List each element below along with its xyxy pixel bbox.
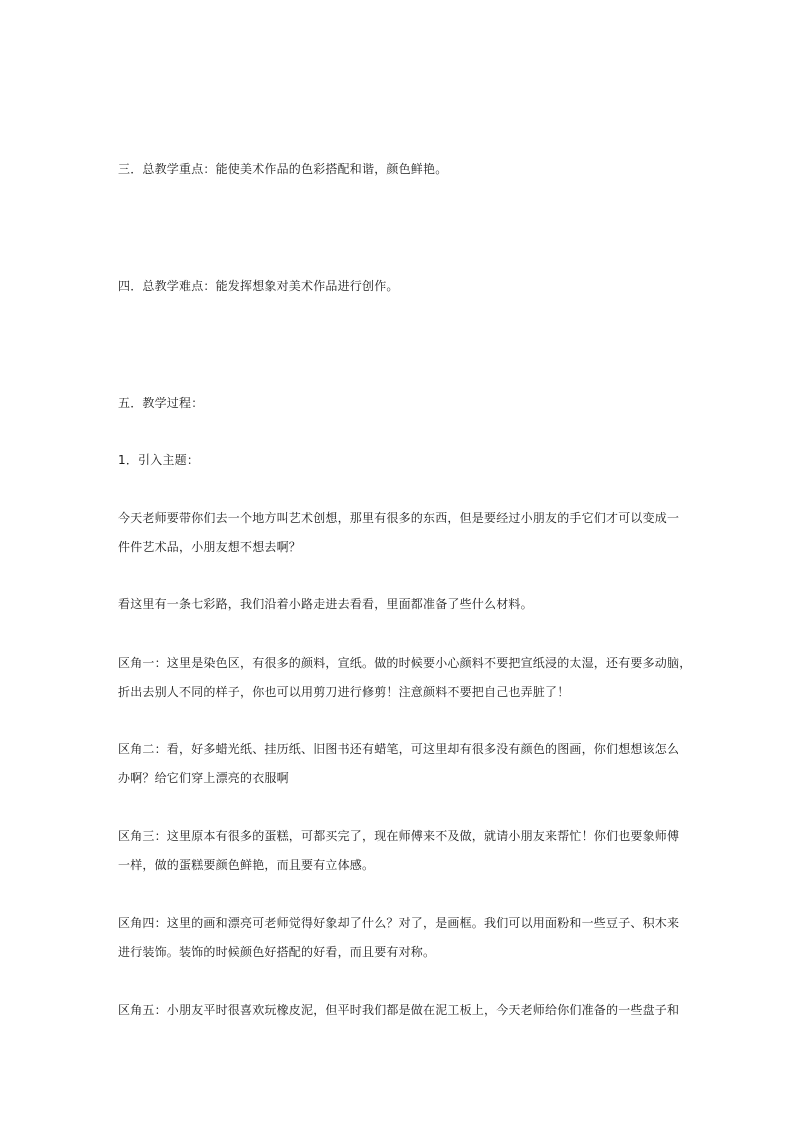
teaching-key-points: 三．总教学重点：能使美术作品的色彩搭配和谐，颜色鲜艳。 xyxy=(118,162,448,176)
road-line-1: 看这里有一条七彩路，我们沿着小路走进去看看，里面都准备了些什么材料。 xyxy=(118,597,533,611)
zone4-paragraph xyxy=(118,909,678,967)
zone4-line-1: 区角四：这里的画和漂亮可老师觉得好象却了什么？对了，是画框。我们可以用面粉和一些豆子、积木来 xyxy=(118,916,680,930)
intro-topic-heading: 1．引入主题： xyxy=(118,453,200,467)
road-paragraph xyxy=(118,590,678,619)
zone4-line-2: 进行装饰。装饰的时候颜色好搭配的好看，而且要有对称。 xyxy=(118,945,436,959)
zone1-line-2: 折出去别人不同的样子，你也可以用剪刀进行修剪！注意颜料不要把自己也弄脏了！ xyxy=(118,685,570,699)
zone1-line-1: 区角一：这里是染色区，有很多的颜料，宣纸。做的时候要小心颜料不要把宣纸浸的太湿，还有要多动脑， xyxy=(118,656,692,670)
intro-paragraph xyxy=(118,504,678,562)
zone3-paragraph xyxy=(118,822,678,880)
zone3-line-2: 一样，做的蛋糕要颜色鲜艳，而且要有立体感。 xyxy=(118,858,375,872)
zone5-line-1: 区角五：小朋友平时很喜欢玩橡皮泥，但平时我们都是做在泥工板上，今天老师给你们准备的一些盘子和 xyxy=(118,1003,680,1017)
teaching-process-heading: 五．教学过程： xyxy=(118,396,204,410)
teaching-difficulties: 四．总教学难点：能发挥想象对美术作品进行创作。 xyxy=(118,279,399,293)
zone2-line-1: 区角二：看，好多蜡光纸、挂历纸、旧图书还有蜡笔，可这里却有很多没有颜色的图画，你们想想该怎么 xyxy=(118,742,680,756)
zone3-line-1: 区角三：这里原本有很多的蛋糕，可都买完了，现在师傅来不及做，就请小朋友来帮忙！你们也要象师傅 xyxy=(118,829,680,843)
zone5-paragraph xyxy=(118,996,678,1025)
zone2-line-2: 办啊？给它们穿上漂亮的衣服啊 xyxy=(118,771,289,785)
zone1-paragraph xyxy=(118,649,692,707)
intro-line-2: 件件艺术品，小朋友想不想去啊？ xyxy=(118,540,302,554)
intro-line-1: 今天老师要带你们去一个地方叫艺术创想，那里有很多的东西，但是要经过小朋友的手它们才可以变成一 xyxy=(118,511,680,525)
zone2-paragraph xyxy=(118,735,678,793)
